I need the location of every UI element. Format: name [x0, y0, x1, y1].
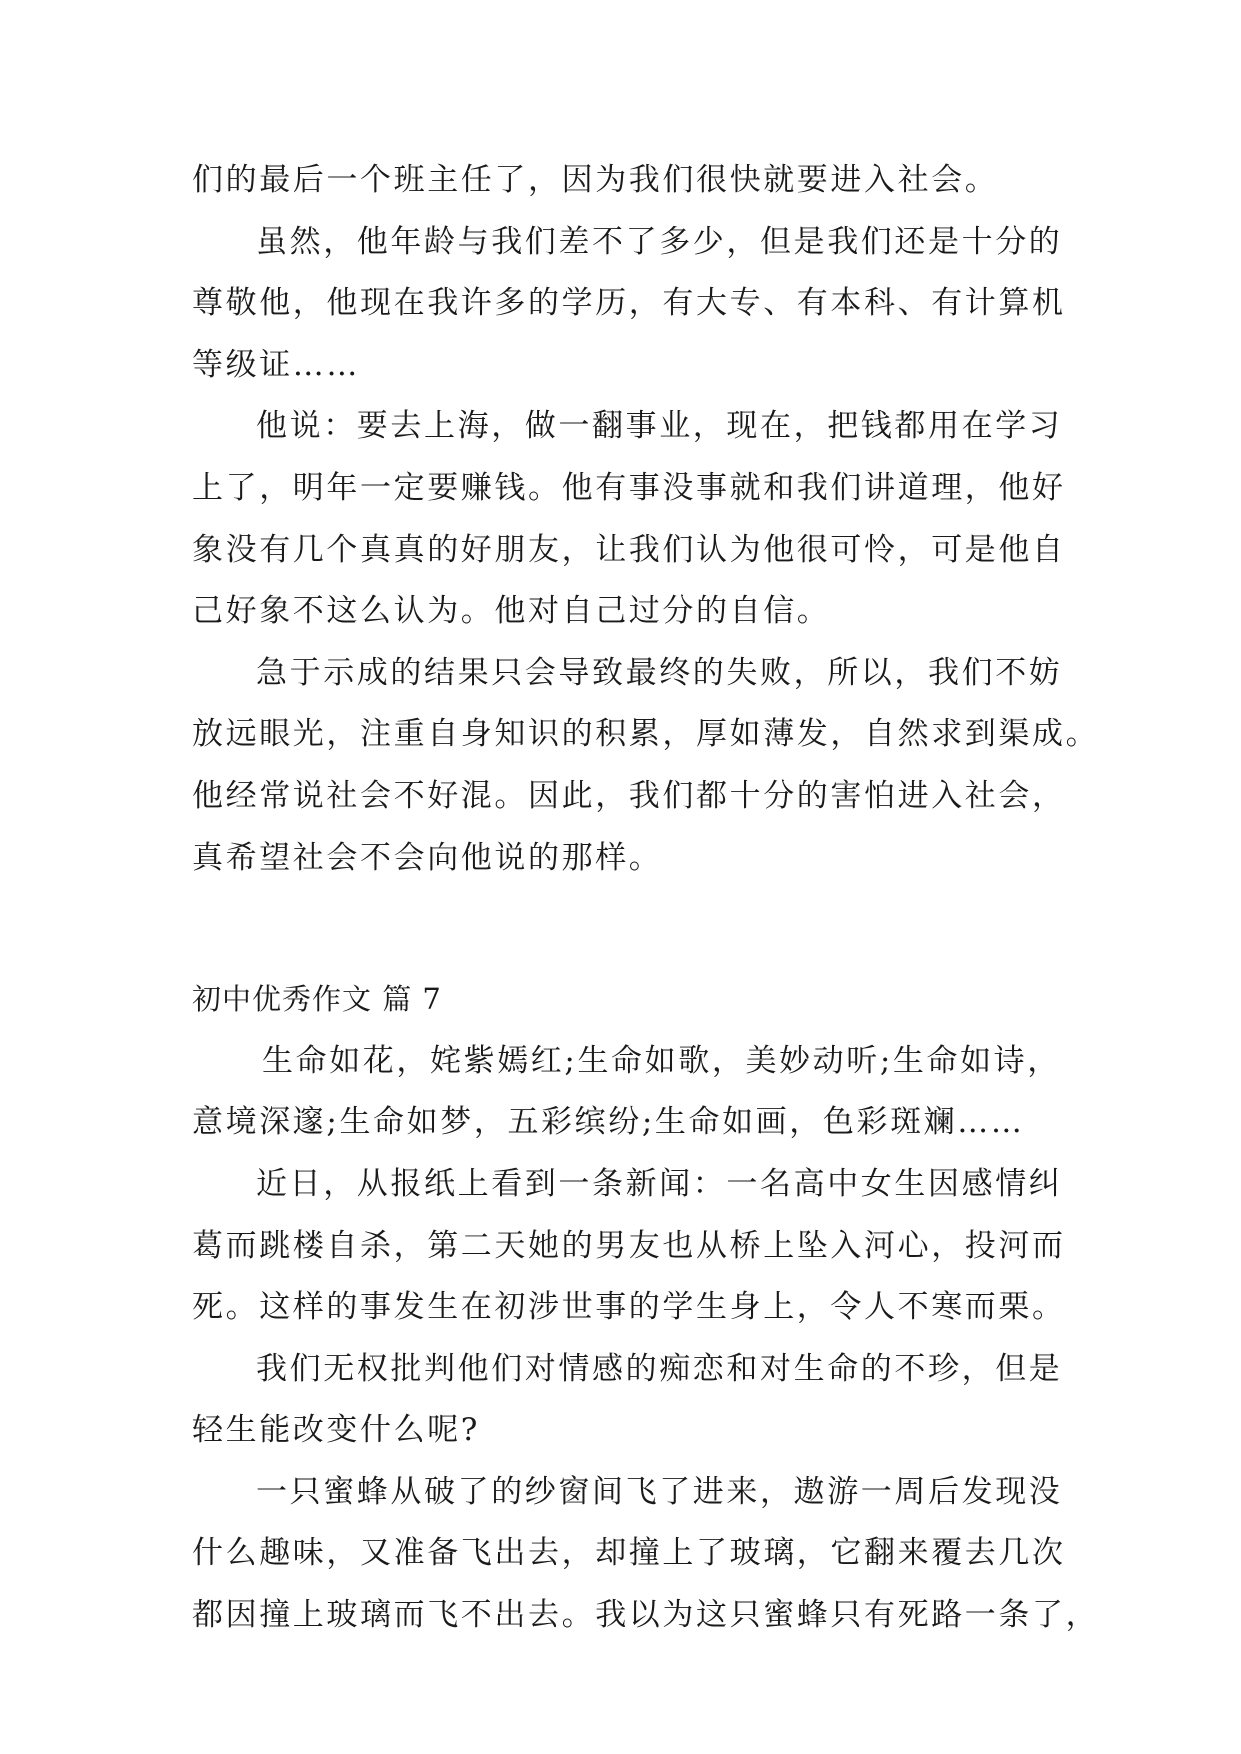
paragraph-line: 意境深邃;生命如梦，五彩缤纷;生命如画，色彩斑斓……: [192, 1104, 1025, 1141]
paragraph-line: 真希望社会不会向他说的那样。: [192, 839, 663, 876]
paragraph-line: 们的最后一个班主任了，因为我们很快就要进入社会。: [192, 162, 999, 198]
paragraph-line: 上了，明年一定要赚钱。他有事没事就和我们讲道理，他好: [192, 469, 1066, 506]
paragraph-line: 等级证……: [192, 346, 360, 383]
paragraph-line: 近日，从报纸上看到一条新闻：一名高中女生因感情纠: [256, 1165, 1063, 1202]
document-page: [192, 150, 1100, 1647]
paragraph-line: 轻生能改变什么呢?: [192, 1412, 481, 1449]
paragraph-line: 一只蜜蜂从破了的纱窗间飞了进来，遨游一周后发现没: [256, 1473, 1063, 1510]
paragraph-line: 己好象不这么认为。他对自己过分的自信。: [192, 593, 831, 630]
paragraph-line: 他经常说社会不好混。因此，我们都十分的害怕进入社会，: [192, 777, 1066, 814]
paragraph-line: 象没有几个真真的好朋友，让我们认为他很可怜，可是他自: [192, 531, 1066, 568]
paragraph-line: 什么趣味，又准备飞出去，却撞上了玻璃，它翻来覆去几次: [192, 1535, 1066, 1572]
paragraph-line: 我们无权批判他们对情感的痴恋和对生命的不珍，但是: [256, 1350, 1063, 1387]
essay-section-2: [192, 969, 1100, 1647]
paragraph-line: 虽然，他年龄与我们差不了多少，但是我们还是十分的: [256, 223, 1063, 260]
paragraph-line: 放远眼光，注重自身知识的积累，厚如薄发，自然求到渠成。: [192, 716, 1100, 753]
paragraph-line: 他说：要去上海，做一翻事业，现在，把钱都用在学习: [256, 408, 1063, 445]
paragraph-line: 都因撞上玻璃而飞不出去。我以为这只蜜蜂只有死路一条了，: [192, 1597, 1100, 1634]
essay-section-1: [192, 150, 1100, 889]
paragraph-line: 尊敬他，他现在我许多的学历，有大专、有本科、有计算机: [192, 285, 1066, 322]
section-spacer: [192, 889, 1052, 969]
paragraph-line: 葛而跳楼自杀，第二天她的男友也从桥上坠入河心，投河而: [192, 1227, 1066, 1264]
paragraph-line: 生命如花，姹紫嫣红;生命如歌，美妙动听;生命如诗，: [262, 1042, 1061, 1079]
section-heading: 初中优秀作文 篇 7: [192, 982, 442, 1017]
paragraph-line: 急于示成的结果只会导致最终的失败，所以，我们不妨: [256, 654, 1063, 691]
paragraph-line: 死。这样的事发生在初涉世事的学生身上，令人不寒而栗。: [192, 1289, 1066, 1326]
